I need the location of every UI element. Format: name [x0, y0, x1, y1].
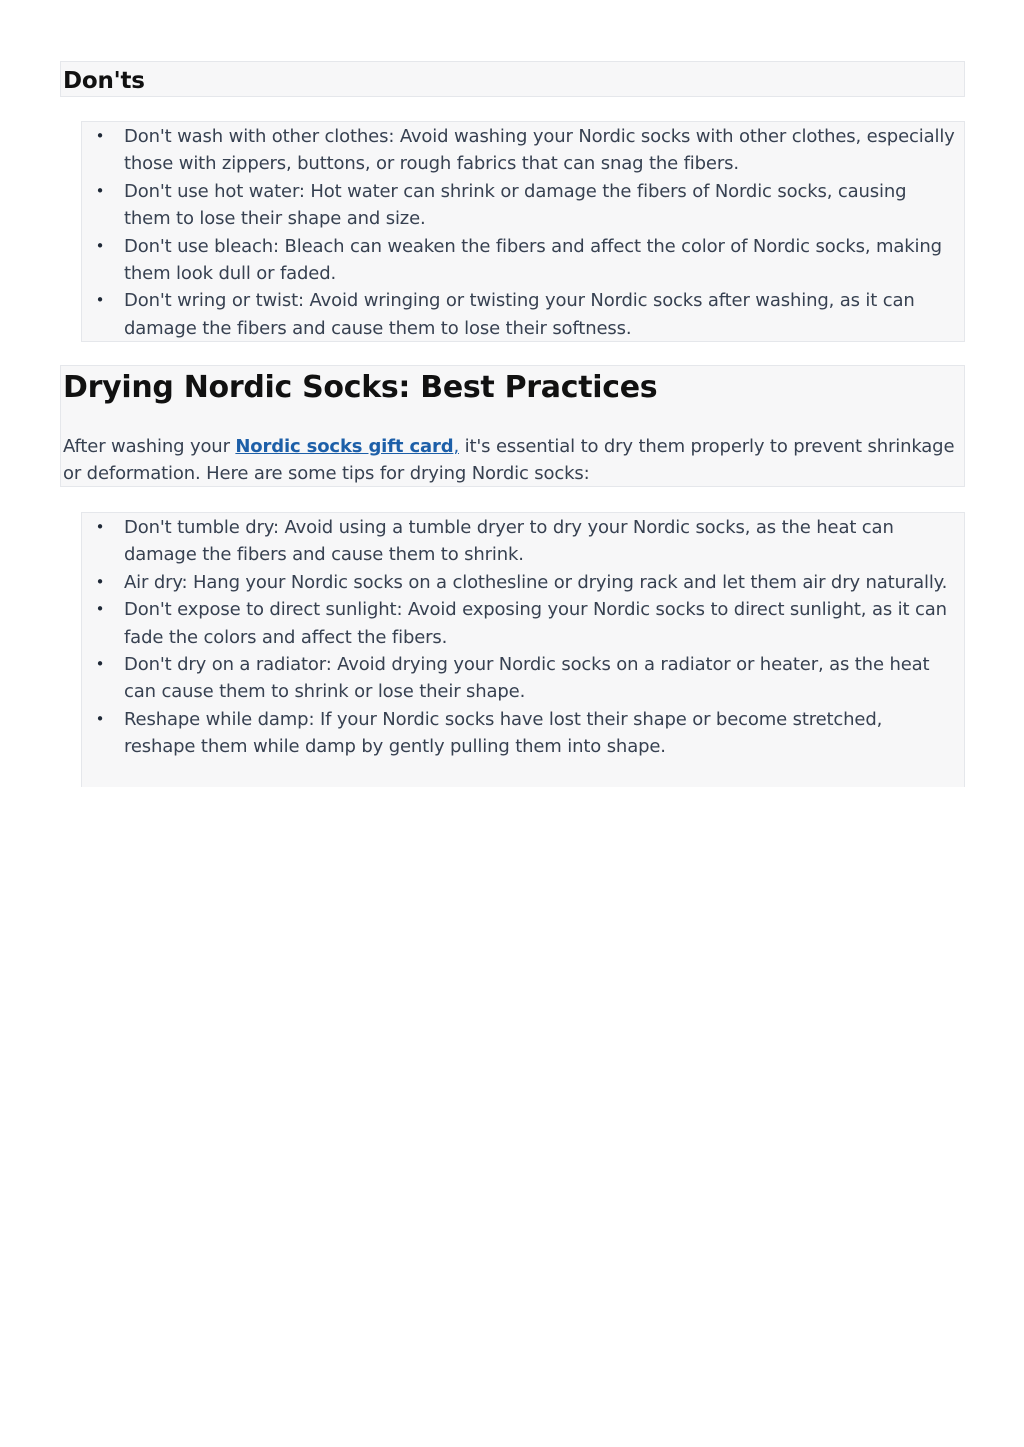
bullet-icon: •: [95, 291, 105, 310]
bullet-icon: •: [95, 127, 105, 145]
list-item: • Don't tumble dry: Avoid using a tumble dryer to dry your Nordic socks, as the heat can damage the fibers and cause them to shrink.: [82, 514, 964, 569]
donts-list: [82, 123, 964, 342]
drying-section-block: [60, 365, 965, 487]
drying-heading: Drying Nordic Socks: Best Practices: [63, 370, 658, 405]
bullet-icon: •: [95, 709, 105, 728]
bullet-icon: •: [95, 236, 105, 255]
nordic-socks-gift-card-link[interactable]: Nordic socks gift card,: [235, 436, 460, 457]
bullet-icon: •: [95, 181, 105, 200]
drying-intro-paragraph: After washing your Nordic socks gift card, it's essential to dry them properly to prevent shrinkage or deformation. Here are some tips for drying Nordic socks:: [63, 436, 955, 485]
drying-list-block: [81, 512, 965, 787]
list-item: • Air dry: Hang your Nordic socks on a clothesline or drying rack and let them air dry naturally.: [82, 569, 964, 596]
list-item: • Don't wring or twist: Avoid wringing or twisting your Nordic socks after washing, as it can damage the fibers and cause them to lose their softness.: [82, 287, 964, 342]
bullet-icon: •: [95, 600, 105, 619]
list-item: • Don't use bleach: Bleach can weaken the fibers and affect the color of Nordic socks, making them look dull or faded.: [82, 233, 964, 288]
list-item: • Don't dry on a radiator: Avoid drying your Nordic socks on a radiator or heater, as the heat can cause them to shrink or lose their shape.: [82, 651, 964, 706]
drying-list: [82, 514, 964, 761]
list-item: • Don't wash with other clothes: Avoid washing your Nordic socks with other clothes, especially those with zippers, buttons, or rough fabrics that can snag the fibers.: [82, 123, 964, 178]
donts-heading-block: [60, 61, 965, 97]
bullet-icon: •: [95, 572, 105, 591]
donts-heading: Don'ts: [63, 68, 145, 94]
bullet-icon: •: [95, 655, 105, 674]
list-item: • Don't use hot water: Hot water can shrink or damage the fibers of Nordic socks, causing them to lose their shape and size.: [82, 178, 964, 233]
list-item: • Reshape while damp: If your Nordic socks have lost their shape or become stretched, reshape them while damp by gently pulling them into shape.: [82, 706, 964, 761]
bullet-icon: •: [95, 518, 105, 536]
list-item: • Don't expose to direct sunlight: Avoid exposing your Nordic socks to direct sunlight, as it can fade the colors and affect the fibers.: [82, 596, 964, 651]
donts-list-block: [81, 121, 965, 342]
